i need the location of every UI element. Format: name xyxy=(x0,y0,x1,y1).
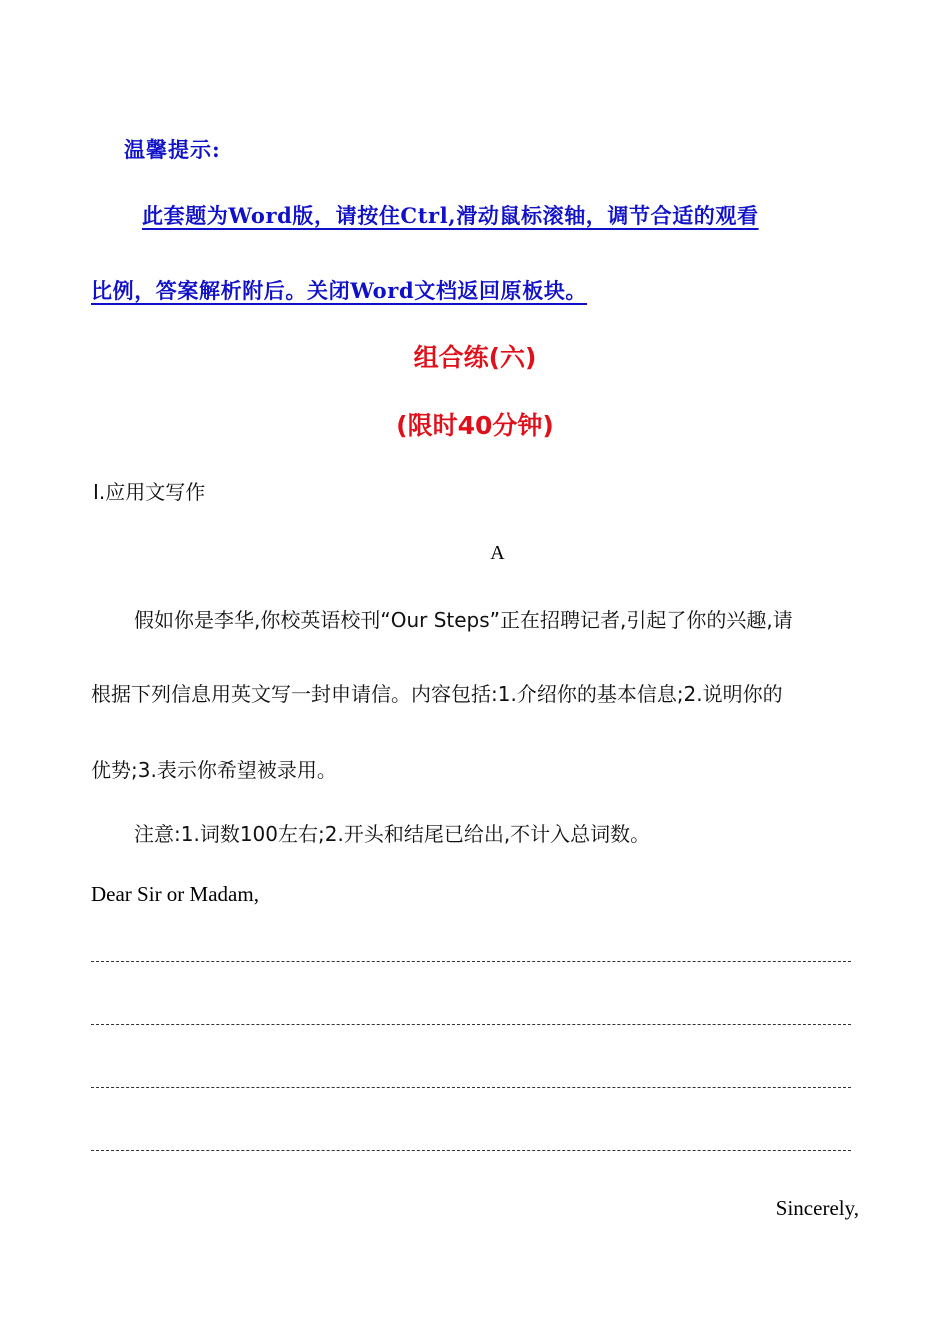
prompt-note: 注意:1.词数100左右;2.开头和结尾已给出,不计入总词数。 xyxy=(134,822,651,846)
exercise-title: 组合练(六) xyxy=(413,343,537,372)
letter-closing: Sincerely, xyxy=(775,1196,859,1220)
answer-line xyxy=(91,961,851,962)
answer-line xyxy=(91,1087,851,1088)
task-letter: A xyxy=(490,542,505,564)
prompt-line-3: 优势;3.表示你希望被录用。 xyxy=(91,758,337,782)
answer-line xyxy=(91,1150,851,1151)
prompt-line-2: 根据下列信息用英文写一封申请信。内容包括:1.介绍你的基本信息;2.说明你的 xyxy=(91,682,783,706)
letter-greeting: Dear Sir or Madam, xyxy=(91,882,259,906)
prompt-line-1: 假如你是李华,你校英语校刊“Our Steps”正在招聘记者,引起了你的兴趣,请 xyxy=(134,608,793,632)
tip-link-line-1[interactable]: 此套题为Word版，请按住Ctrl,滑动鼠标滚轴，调节合适的观看 xyxy=(142,203,759,228)
tip-title: 温馨提示: xyxy=(124,137,221,162)
answer-line xyxy=(91,1024,851,1025)
section-label: Ⅰ.应用文写作 xyxy=(93,480,206,504)
tip-link-line-2[interactable]: 比例，答案解析附后。关闭Word文档返回原板块。 xyxy=(91,278,588,303)
time-limit: (限时40分钟) xyxy=(396,411,554,440)
